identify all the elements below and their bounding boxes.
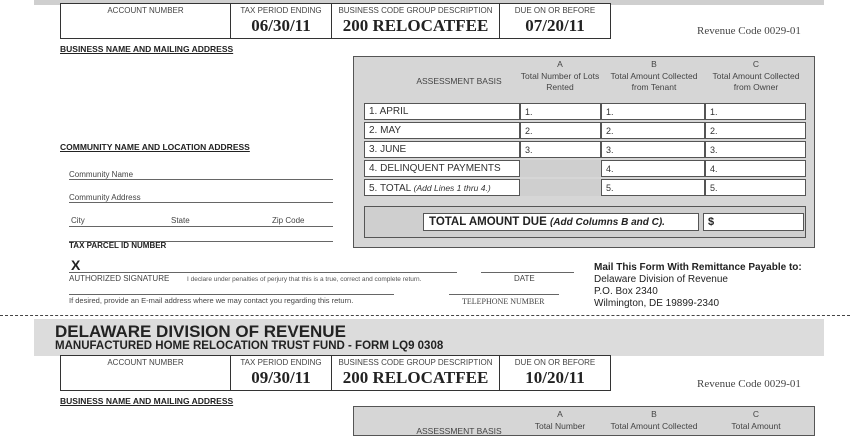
tax-period-label: TAX PERIOD ENDING bbox=[240, 6, 322, 15]
business-name-heading: BUSINESS NAME AND MAILING ADDRESS bbox=[60, 396, 234, 406]
table-row bbox=[364, 141, 806, 158]
row-label: 1. APRIL bbox=[364, 103, 520, 120]
date-line[interactable] bbox=[481, 272, 574, 273]
col-b-header: Total Amount Collected bbox=[610, 421, 698, 431]
due-date-value: 07/20/11 bbox=[525, 16, 585, 35]
cell-c[interactable]: 4. bbox=[705, 160, 806, 177]
table-row bbox=[364, 103, 806, 120]
row-label: 3. JUNE bbox=[364, 141, 520, 158]
state-label: State bbox=[171, 216, 190, 225]
city-label: City bbox=[71, 216, 85, 225]
col-c-header: Total Amount bbox=[731, 421, 781, 431]
total-due-field[interactable] bbox=[703, 213, 804, 231]
due-date-field bbox=[500, 356, 610, 390]
table-row bbox=[364, 179, 806, 196]
col-a-letter: A bbox=[557, 59, 563, 69]
cell-b[interactable]: 1. bbox=[601, 103, 705, 120]
total-due-row bbox=[364, 206, 806, 238]
mail-line-3: Wilmington, DE 19899-2340 bbox=[594, 298, 720, 309]
cell-c[interactable]: 1. bbox=[705, 103, 806, 120]
due-date-value: 10/20/11 bbox=[525, 368, 585, 387]
business-code-field bbox=[332, 356, 500, 390]
cell-c[interactable]: 3. bbox=[705, 141, 806, 158]
bottom-subtitle: MANUFACTURED HOME RELOCATION TRUST FUND - FORM LQ9 0308 bbox=[55, 340, 444, 352]
perjury-statement: I declare under penalties of perjury that this is a true, correct and complete return. bbox=[187, 276, 422, 283]
date-label: DATE bbox=[514, 274, 535, 283]
signature-x-mark: X bbox=[71, 257, 81, 273]
cell-a[interactable]: 3. bbox=[520, 141, 601, 158]
email-line[interactable] bbox=[69, 294, 394, 295]
col-c-letter: C bbox=[752, 409, 760, 419]
col-b-header: Total Amount Collected from Tenant bbox=[610, 71, 698, 92]
tax-parcel-heading: TAX PARCEL ID NUMBER bbox=[69, 241, 167, 250]
cell-a[interactable]: 2. bbox=[520, 122, 601, 139]
col-c-header: Total Amount Collected from Owner bbox=[712, 71, 800, 92]
row-label: 2. MAY bbox=[364, 122, 520, 139]
cell-a-disabled bbox=[520, 160, 601, 177]
row-label-total bbox=[364, 179, 520, 196]
bottom-title: DELAWARE DIVISION OF REVENUE bbox=[55, 322, 346, 341]
header-fields-top bbox=[60, 3, 611, 39]
col-c-letter: C bbox=[752, 59, 760, 69]
cell-b[interactable]: 5. bbox=[601, 179, 705, 196]
tax-period-field bbox=[231, 356, 332, 390]
table-row bbox=[364, 160, 806, 177]
revenue-code: Revenue Code 0029-01 bbox=[697, 378, 801, 390]
business-code-value: 200 RELOCATFEE bbox=[342, 368, 489, 387]
cell-c[interactable]: 2. bbox=[705, 122, 806, 139]
total-due-note: (Add Columns B and C). bbox=[549, 217, 665, 228]
revenue-code: Revenue Code 0029-01 bbox=[697, 25, 801, 37]
cell-b[interactable]: 4. bbox=[601, 160, 705, 177]
email-note: If desired, provide an E-mail address where we may contact you regarding this return. bbox=[69, 296, 354, 305]
cell-b[interactable]: 2. bbox=[601, 122, 705, 139]
account-number-field[interactable] bbox=[61, 4, 231, 38]
row-label: 4. DELINQUENT PAYMENTS bbox=[364, 160, 520, 177]
zip-label: Zip Code bbox=[272, 216, 305, 225]
total-due-main: TOTAL AMOUNT DUE bbox=[429, 216, 550, 228]
community-heading: COMMUNITY NAME AND LOCATION ADDRESS bbox=[60, 142, 250, 152]
business-code-value: 200 RELOCATFEE bbox=[342, 16, 489, 35]
tax-period-value: 06/30/11 bbox=[251, 16, 311, 35]
header-fields-bottom bbox=[60, 355, 611, 391]
due-date-field bbox=[500, 4, 610, 38]
business-code-field bbox=[332, 4, 500, 38]
cell-a[interactable]: 1. bbox=[520, 103, 601, 120]
business-code-label: BUSINESS CODE GROUP DESCRIPTION bbox=[338, 358, 493, 367]
total-label: 5. TOTAL bbox=[369, 183, 414, 194]
table-row bbox=[364, 122, 806, 139]
account-number-label: ACCOUNT NUMBER bbox=[107, 6, 184, 15]
cell-c[interactable]: 5. bbox=[705, 179, 806, 196]
assessment-basis-header: ASSESSMENT BASIS bbox=[416, 426, 502, 436]
cell-a-disabled bbox=[520, 179, 601, 196]
assessment-table bbox=[353, 56, 815, 248]
due-date-label: DUE ON OR BEFORE bbox=[514, 6, 596, 15]
account-number-field[interactable] bbox=[61, 356, 231, 390]
signature-label: AUTHORIZED SIGNATURE bbox=[69, 274, 170, 283]
community-address-field[interactable]: Community Address bbox=[69, 193, 333, 203]
tax-period-field bbox=[231, 4, 332, 38]
bottom-assessment-table bbox=[353, 406, 815, 436]
dollar-sign: $ bbox=[708, 216, 715, 228]
total-due-label bbox=[423, 213, 699, 231]
col-a-header: Total Number bbox=[534, 421, 586, 431]
mail-heading: Mail This Form With Remittance Payable to: bbox=[594, 262, 802, 273]
account-number-label: ACCOUNT NUMBER bbox=[107, 358, 184, 367]
mail-line-2: P.O. Box 2340 bbox=[594, 286, 658, 297]
cell-b[interactable]: 3. bbox=[601, 141, 705, 158]
city-state-zip-field[interactable] bbox=[69, 216, 333, 227]
assessment-basis-header: ASSESSMENT BASIS bbox=[416, 76, 502, 86]
telephone-line[interactable] bbox=[449, 294, 559, 295]
tax-period-label: TAX PERIOD ENDING bbox=[240, 358, 322, 367]
business-name-heading: BUSINESS NAME AND MAILING ADDRESS bbox=[60, 44, 234, 54]
signature-line[interactable] bbox=[69, 272, 457, 273]
col-b-letter: B bbox=[651, 59, 657, 69]
col-a-letter: A bbox=[557, 409, 563, 419]
col-a-header: Total Number of Lots Rented bbox=[520, 71, 600, 92]
col-b-letter: B bbox=[651, 409, 657, 419]
telephone-label: TELEPHONE NUMBER bbox=[462, 297, 545, 306]
due-date-label: DUE ON OR BEFORE bbox=[514, 358, 596, 367]
community-name-field[interactable]: Community Name bbox=[69, 170, 333, 180]
total-note: (Add Lines 1 thru 4.) bbox=[413, 183, 491, 193]
mail-line-1: Delaware Division of Revenue bbox=[594, 274, 728, 285]
business-code-label: BUSINESS CODE GROUP DESCRIPTION bbox=[338, 6, 493, 15]
tax-period-value: 09/30/11 bbox=[251, 368, 311, 387]
cut-line bbox=[0, 315, 850, 316]
